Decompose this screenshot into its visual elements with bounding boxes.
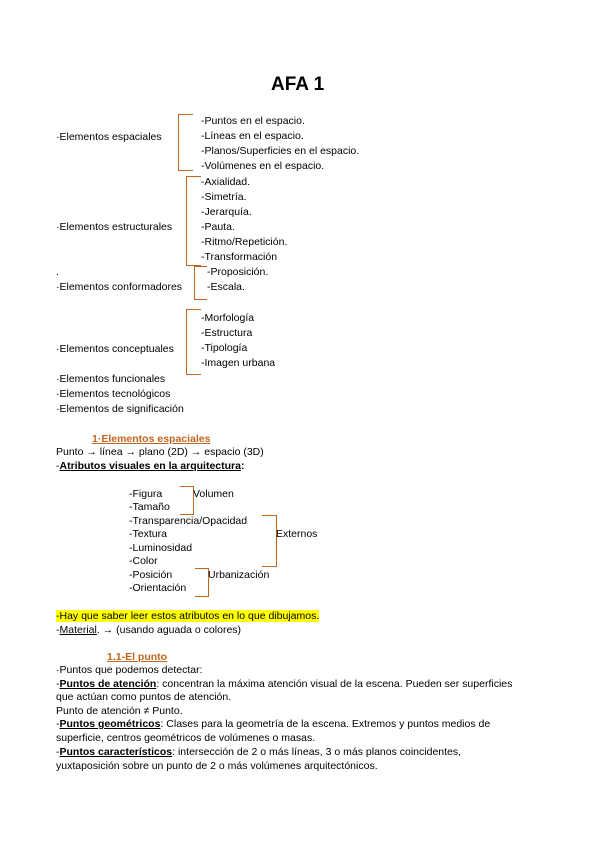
attribute-item: -Tamaño [129, 501, 170, 513]
bracket-volumen [180, 486, 194, 515]
def-text-cont: que actúan como puntos de atención. [56, 691, 232, 703]
list-item: -Imagen urbana [201, 357, 276, 369]
attribute-item: -Figura [129, 488, 163, 500]
bracket-conformadores [194, 266, 207, 300]
outline-label-estructurales: ·Elementos estructurales [56, 221, 173, 233]
page-title: AFA 1 [271, 74, 325, 95]
point-def-geometricos [56, 717, 490, 732]
material-line [56, 623, 241, 638]
colon: : [240, 460, 245, 472]
attribute-item: -Color [129, 555, 158, 567]
def-text: : intersección de 2 o más líneas, 3 o más planos coincidentes, [172, 746, 462, 758]
list-item: -Ritmo/Repetición. [201, 236, 288, 248]
atributos-line [56, 459, 244, 474]
list-item: -Jerarquía. [201, 206, 252, 218]
group-label-externos: Externos [276, 528, 318, 540]
outline-label-conformadores: ·Elementos conformadores [56, 281, 183, 293]
term-caracteristicos: Puntos característicos [59, 746, 173, 758]
list-item: -Tipología [201, 342, 248, 354]
section-intro: ·Puntos que podemos detectar: [56, 664, 203, 676]
outline-label-conceptuales: ·Elementos conceptuales [56, 343, 174, 355]
list-item: -Puntos en el espacio. [201, 115, 305, 127]
dash: - [56, 718, 60, 730]
list-item: ·Elementos tecnológicos [56, 388, 171, 400]
dash: - [56, 624, 60, 636]
sequence-line: Punto → línea → plano (2D) → espacio (3D) [56, 446, 264, 458]
term-geometricos: Puntos geométricos [59, 718, 161, 730]
material-word: Material [59, 624, 97, 636]
list-item: ·Elementos funcionales [56, 373, 166, 385]
attribute-item: -Luminosidad [129, 542, 193, 554]
bracket-estructurales [186, 176, 201, 266]
highlighted-text: -Hay que saber leer estos atributos en lo que dibujamos. [56, 610, 320, 622]
bracket-urbanizacion [195, 568, 209, 597]
def-text-cont: yuxtaposición sobre un punto de 2 o más volúmenes arquitectónicos. [56, 760, 378, 772]
list-item: -Simetría. [201, 191, 247, 203]
list-item: -Escala. [207, 281, 245, 293]
list-item: -Axialidad. [201, 176, 251, 188]
material-rest: . → (usando aguada o colores) [96, 624, 242, 636]
bracket-espaciales [178, 114, 193, 171]
highlight-note [56, 609, 319, 624]
def-text: : Clases para la geometría de la escena. Extremos y puntos medios de [160, 718, 491, 730]
attribute-item: -Orientación [129, 582, 187, 594]
list-item: -Transformación [201, 251, 278, 263]
stray-dot: . [56, 266, 59, 278]
attribute-item: -Posición [129, 569, 173, 581]
list-item: ·Elementos de significación [56, 403, 184, 415]
section-heading-1: 1·Elementos espaciales [92, 433, 211, 445]
def-note: Punto de atención ≠ Punto. [56, 705, 183, 717]
bracket-conceptuales [186, 309, 201, 375]
term-atencion: Puntos de atención [59, 678, 157, 690]
def-text: : concentran la máxima atención visual de la escena. Pueden ser superficies [156, 678, 513, 690]
attribute-item: -Transparencia/Opacidad [129, 515, 248, 527]
dash: - [56, 460, 60, 472]
point-def-caracteristicos [56, 745, 461, 760]
def-text-cont: superficie, centros geométricos de volúmenes o masas. [56, 732, 316, 744]
list-item: -Proposición. [207, 266, 269, 278]
group-label-urbanizacion: Urbanización [208, 569, 270, 581]
section-heading-1-1: 1.1-El punto [107, 651, 168, 663]
atributos-title: Atributos visuales en la arquitectura [59, 460, 241, 472]
list-item: -Volúmenes en el espacio. [201, 160, 325, 172]
dash: - [56, 678, 60, 690]
attribute-item: -Textura [129, 528, 167, 540]
list-item: -Planos/Superficies en el espacio. [201, 145, 360, 157]
dash: - [56, 746, 60, 758]
bracket-externos [262, 515, 277, 567]
list-item: -Morfología [201, 312, 255, 324]
group-label-volumen: Volumen [193, 488, 234, 500]
list-item: -Pauta. [201, 221, 235, 233]
list-item: -Líneas en el espacio. [201, 130, 304, 142]
outline-label-espaciales: ·Elementos espaciales [56, 131, 162, 143]
list-item: -Estructura [201, 327, 253, 339]
